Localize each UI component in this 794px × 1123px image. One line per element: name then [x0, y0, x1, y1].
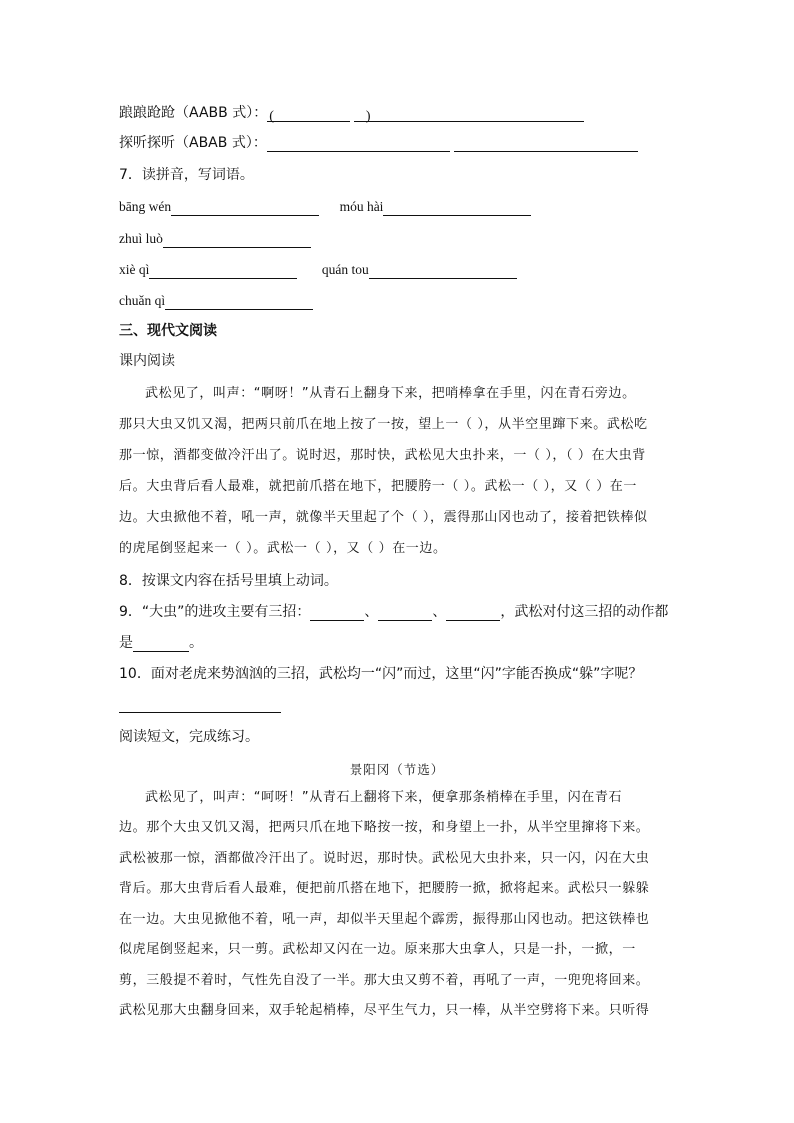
blank-chuanqi[interactable] [165, 295, 313, 310]
pinyin-mouhai: móu hài [339, 199, 384, 214]
blank-quantou[interactable] [369, 264, 517, 279]
abab-label: 探听探听（ABAB 式）： [119, 135, 267, 151]
q9-question: 9．“大虫”的进攻主要有三招： 、 、 ，武松对付这三招的动作都 [119, 604, 669, 620]
pinyin-xieqi: xiè qì [119, 262, 150, 277]
passage-2-title: 景阳冈（节选） [349, 762, 445, 777]
passage-2-line: 武松被那一惊，酒都做冷汗出了。说时迟，那时快。武松见大虫扑来，只一闪，闪在大虫 [119, 851, 650, 866]
q7-row-3 [119, 261, 517, 279]
passage-2-line: 边。那个大虫又饥又渴，把两只爪在地下略按一按，和身望上一扑，从半空里撺将下来。 [119, 820, 650, 835]
pinyin-chuanqi: chuǎn qì [119, 293, 166, 308]
q7-row-4 [119, 292, 313, 310]
q9-blank-3[interactable] [446, 606, 500, 621]
passage-1-line: 那只大虫又饥又渴，把两只前爪在地上按了一按，望上一（ ），从半空里蹿下来。武松吃 [119, 417, 648, 432]
abab-blank-2[interactable] [454, 137, 638, 152]
q10-answer-line[interactable] [119, 712, 281, 713]
aabb-blank-2[interactable] [354, 107, 584, 122]
aabb-label: 踉踉跄跄（AABB 式）： [119, 105, 268, 121]
blank-bangwen[interactable] [171, 201, 319, 216]
q9-question-cont: 是 。 [119, 635, 203, 651]
pinyin-bangwen: bāng wén [119, 199, 172, 214]
blank-mouhai[interactable] [383, 201, 531, 216]
q7-title: 7．读拼音，写词语。 [119, 167, 254, 183]
passage-1-line: 武松见了，叫声：“啊呀！”从青石上翻身下来，把哨棒拿在手里，闪在青石旁边。 [145, 386, 636, 401]
q10-question: 10．面对老虎来势汹汹的三招，武松均一“闪”而过，这里“闪”字能否换成“躲”字呢？ [119, 666, 643, 682]
aabb-blank-1[interactable]: ( ) [269, 109, 371, 124]
q9-blank-2[interactable] [378, 606, 432, 621]
passage-2-line: 武松见了，叫声：“呵呀！”从青石上翻将下来，便拿那条梢棒在手里，闪在青石 [145, 790, 623, 805]
passage-1-line: 那一惊，酒都变做冷汗出了。说时迟，那时快，武松见大虫扑来，一（ ），（ ）在大虫背 [119, 448, 646, 463]
abab-row [119, 134, 638, 152]
aabb-row [119, 104, 584, 122]
section-subtitle: 课内阅读 [119, 353, 175, 369]
pinyin-zhuiluo: zhuì luò [119, 231, 163, 246]
passage-2-line: 剪，三般提不着时，气性先自没了一半。那大虫又剪不着，再吼了一声，一兜兜将回来。 [119, 973, 650, 988]
blank-xieqi[interactable] [149, 264, 297, 279]
q9-blank-4[interactable] [133, 637, 189, 652]
passage-1-line: 的虎尾倒竖起来一（ ）。武松一（ ），又（ ）在一边。 [119, 541, 447, 556]
passage-2-line: 背后。那大虫背后看人最难，便把前爪搭在地下，把腰胯一掀，掀将起来。武松只一躲躲 [119, 881, 650, 896]
section-title: 三、现代文阅读 [119, 323, 217, 339]
blank-zhuiluo[interactable] [163, 233, 311, 248]
reading-intro: 阅读短文，完成练习。 [119, 729, 259, 745]
passage-1-line: 边。大虫掀他不着，吼一声，就像半天里起了个（ ），震得那山冈也动了，接着把铁棒似 [119, 510, 648, 525]
q7-row-2 [119, 230, 311, 248]
passage-2-line: 武松见那大虫翻身回来，双手轮起梢棒，尽平生气力，只一棒，从半空劈将下来。只听得 [119, 1003, 650, 1018]
q8-question: 8．按课文内容在括号里填上动词。 [119, 573, 338, 589]
passage-2-line: 似虎尾倒竖起来，只一剪。武松却又闪在一边。原来那大虫拿人，只是一扑，一掀，一 [119, 942, 636, 957]
passage-1-line: 后。大虫背后看人最难，就把前爪搭在地下，把腰胯一（ ）。武松一（ ），又（ ）在一 [119, 479, 637, 494]
abab-blank-1[interactable] [267, 137, 450, 152]
passage-2-line: 在一边。大虫见掀他不着，吼一声，却似半天里起个霹雳，振得那山冈也动。把这铁棒也 [119, 912, 650, 927]
pinyin-quantou: quán tou [321, 262, 369, 277]
q9-blank-1[interactable] [310, 606, 364, 621]
q7-row-1 [119, 198, 531, 216]
